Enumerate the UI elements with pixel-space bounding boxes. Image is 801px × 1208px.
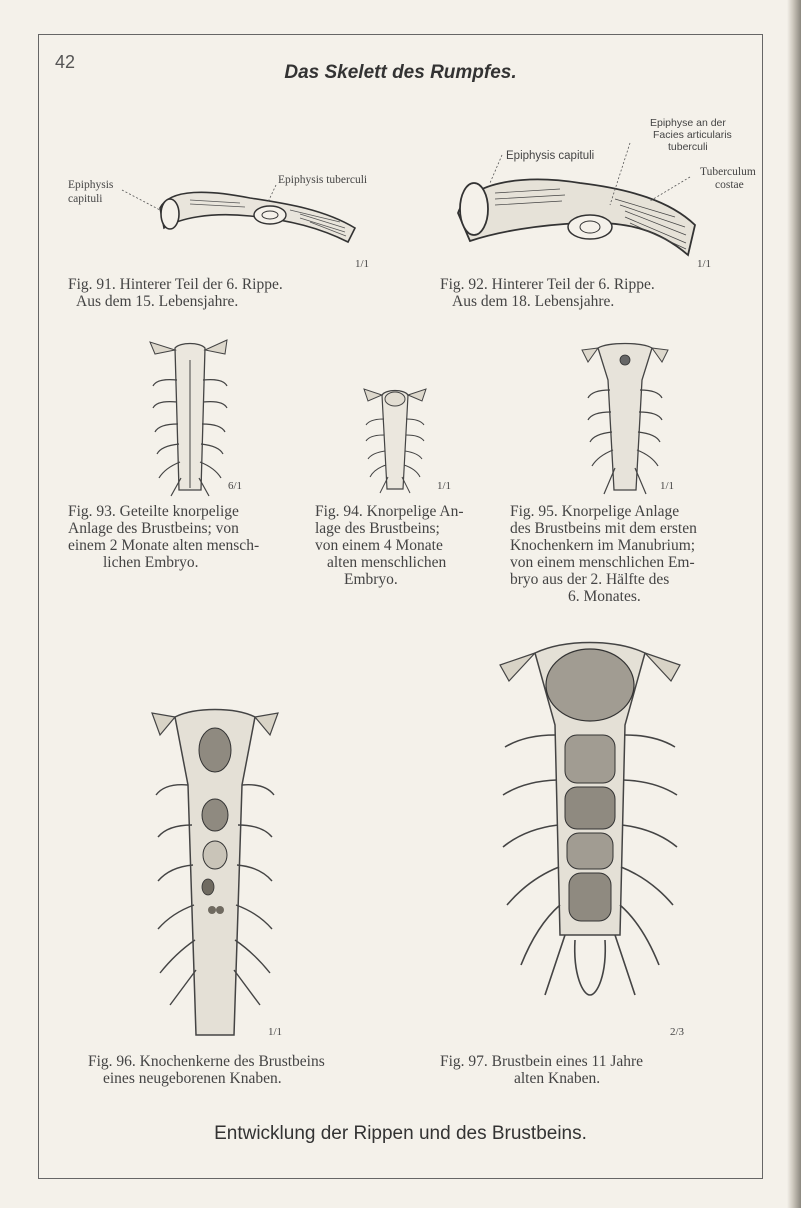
fig92-rib-illustration xyxy=(450,165,700,265)
fig96-newborn-sternum-illustration xyxy=(150,705,283,1050)
fig91-caption-line1: Fig. 91. Hinterer Teil der 6. Rippe. xyxy=(68,276,283,293)
fig97-caption-line1: Fig. 97. Brustbein eines 11 Jahre xyxy=(440,1053,644,1070)
fig96-caption-line1: Fig. 96. Knochenkerne des Brustbeins xyxy=(88,1053,325,1070)
fig92-label-facies-line2: Facies articularis xyxy=(653,129,732,141)
fig93-scale: 6/1 xyxy=(228,480,243,492)
fig97-child-sternum-illustration xyxy=(495,635,685,1050)
left-border-line xyxy=(38,34,39,1179)
right-border-line xyxy=(762,34,763,1179)
fig94-caption-line3: von einem 4 Monate xyxy=(315,537,443,554)
fig93-caption-line4: lichen Embryo. xyxy=(103,554,199,571)
bottom-border-line xyxy=(38,1178,763,1179)
fig95-scale: 1/1 xyxy=(660,480,675,492)
page-number: 42 xyxy=(55,52,76,72)
fig93-caption-line1: Fig. 93. Geteilte knorpelige xyxy=(68,503,239,520)
page-edge-shadow xyxy=(787,0,801,1208)
fig92-caption-line2: Aus dem 18. Lebensjahre. xyxy=(452,293,615,310)
top-border-line xyxy=(38,34,763,35)
fig97-caption-line2: alten Knaben. xyxy=(514,1070,601,1087)
fig94-caption-line4: alten menschlichen xyxy=(327,554,447,571)
fig93-caption-line2: Anlage des Brustbeins; von xyxy=(68,520,239,537)
fig95-sternum-manubrium-illustration xyxy=(580,340,670,498)
fig91-caption-line2: Aus dem 15. Lebensjahre. xyxy=(76,293,239,310)
fig94-scale: 1/1 xyxy=(437,480,452,492)
fig92-label-facies-line1: Epiphyse an der xyxy=(650,117,726,129)
fig94-sternum-anlage-illustration xyxy=(360,385,430,497)
fig92-scale: 1/1 xyxy=(697,258,712,270)
running-title: Das Skelett des Rumpfes. xyxy=(284,62,517,83)
fig93-caption-line3: einem 2 Monate alten mensch- xyxy=(68,537,260,554)
fig91-label-epiphysis-tuberculi: Epiphysis tuberculi xyxy=(278,174,368,186)
fig92-caption-line1: Fig. 92. Hinterer Teil der 6. Rippe. xyxy=(440,276,655,293)
fig95-caption-line3: Knochenkern im Manubrium; xyxy=(510,537,696,554)
fig96-caption-line2: eines neugeborenen Knaben. xyxy=(103,1070,282,1087)
fig95-caption-line2: des Brustbeins mit dem ersten xyxy=(510,520,697,537)
fig94-caption-line1: Fig. 94. Knorpelige An- xyxy=(315,503,464,520)
fig95-caption-line5: bryo aus der 2. Hälfte des xyxy=(510,571,670,588)
fig91-scale: 1/1 xyxy=(355,258,370,270)
fig94-caption-line2: lage des Brustbeins; xyxy=(315,520,440,537)
fig92-label-facies-line3: tuberculi xyxy=(668,141,708,153)
fig93-sternum-anlage-illustration xyxy=(145,340,235,498)
fig91-label-epiphysis-capituli: Epiphysis capituli xyxy=(68,179,114,205)
fig95-caption-line4: von einem menschlichen Em- xyxy=(510,554,695,571)
fig92-label-epiphysis-capituli: Epiphysis capituli xyxy=(506,150,595,162)
fig92-label-tuberculum-line2: costae xyxy=(715,179,744,191)
fig96-scale: 1/1 xyxy=(268,1026,283,1038)
fig92-label-tuberculum-line1: Tuberculum xyxy=(700,166,756,178)
plate-footer-title: Entwicklung der Rippen und des Brustbeins. xyxy=(214,1123,587,1144)
fig95-caption-line1: Fig. 95. Knorpelige Anlage xyxy=(510,503,680,520)
fig94-caption-line5: Embryo. xyxy=(344,571,398,588)
fig95-caption-line6: 6. Monates. xyxy=(568,588,641,605)
fig97-scale: 2/3 xyxy=(670,1026,685,1038)
